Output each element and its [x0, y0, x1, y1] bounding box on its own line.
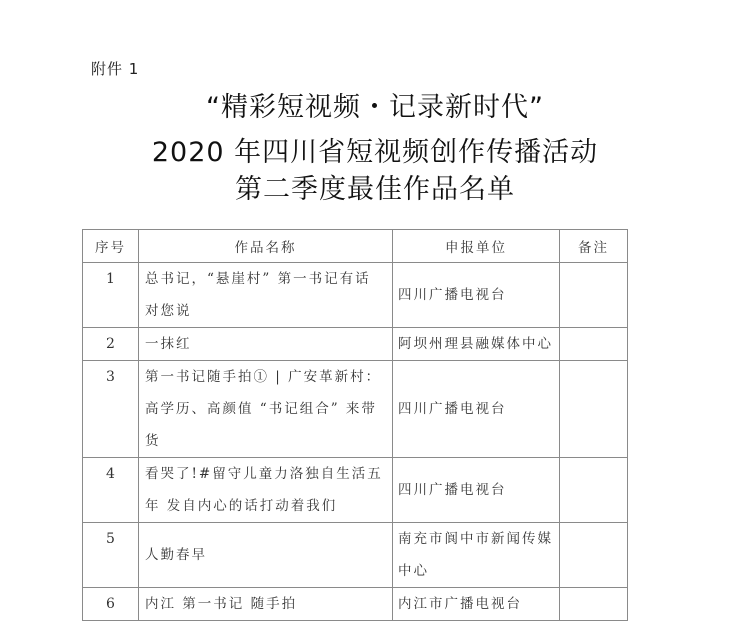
award-list-table: [82, 229, 628, 621]
attachment-label: 附件 1: [91, 60, 140, 78]
table-row: [83, 458, 628, 523]
cell-unit: 四川广播电视台: [393, 458, 560, 523]
title-line-1: “精彩短视频・记录新时代”: [206, 92, 544, 123]
cell-serial: 3: [83, 361, 139, 458]
table-row: [83, 523, 628, 588]
cell-unit: 阿坝州理县融媒体中心: [393, 328, 560, 361]
table-row: [83, 361, 628, 458]
cell-serial: 5: [83, 523, 139, 588]
cell-serial: 4: [83, 458, 139, 523]
cell-note: [560, 458, 628, 523]
table-row: [83, 328, 628, 361]
cell-serial: 6: [83, 588, 139, 621]
table-row: [83, 263, 628, 328]
cell-work-title: 总书记，“悬崖村” 第一书记有话对您说: [139, 263, 393, 328]
title-line-2: 2020 年四川省短视频创作传播活动: [151, 137, 599, 168]
cell-work-title: 内江 第一书记 随手拍: [139, 588, 393, 621]
header-serial: 序号: [83, 230, 139, 263]
cell-work-title: 看哭了!#留守儿童力洛独自生活五年 发自内心的话打动着我们: [139, 458, 393, 523]
cell-unit: 内江市广播电视台: [393, 588, 560, 621]
title-line-3: 第二季度最佳作品名单: [235, 174, 515, 205]
cell-work-title: 人勤春早: [139, 523, 393, 588]
cell-serial: 2: [83, 328, 139, 361]
header-note: 备注: [560, 230, 628, 263]
cell-work-title: 一抹红: [139, 328, 393, 361]
header-unit: 申报单位: [393, 230, 560, 263]
cell-note: [560, 361, 628, 458]
cell-unit: 四川广播电视台: [393, 361, 560, 458]
cell-note: [560, 523, 628, 588]
cell-work-title: 第一书记随手拍① | 广安革新村：高学历、高颜值 “书记组合” 来带货: [139, 361, 393, 458]
header-work-title: 作品名称: [139, 230, 393, 263]
cell-note: [560, 588, 628, 621]
cell-note: [560, 263, 628, 328]
cell-serial: 1: [83, 263, 139, 328]
cell-note: [560, 328, 628, 361]
table-row: [83, 588, 628, 621]
cell-unit: 南充市阆中市新闻传媒中心: [393, 523, 560, 588]
table-header-row: [83, 230, 628, 263]
cell-unit: 四川广播电视台: [393, 263, 560, 328]
